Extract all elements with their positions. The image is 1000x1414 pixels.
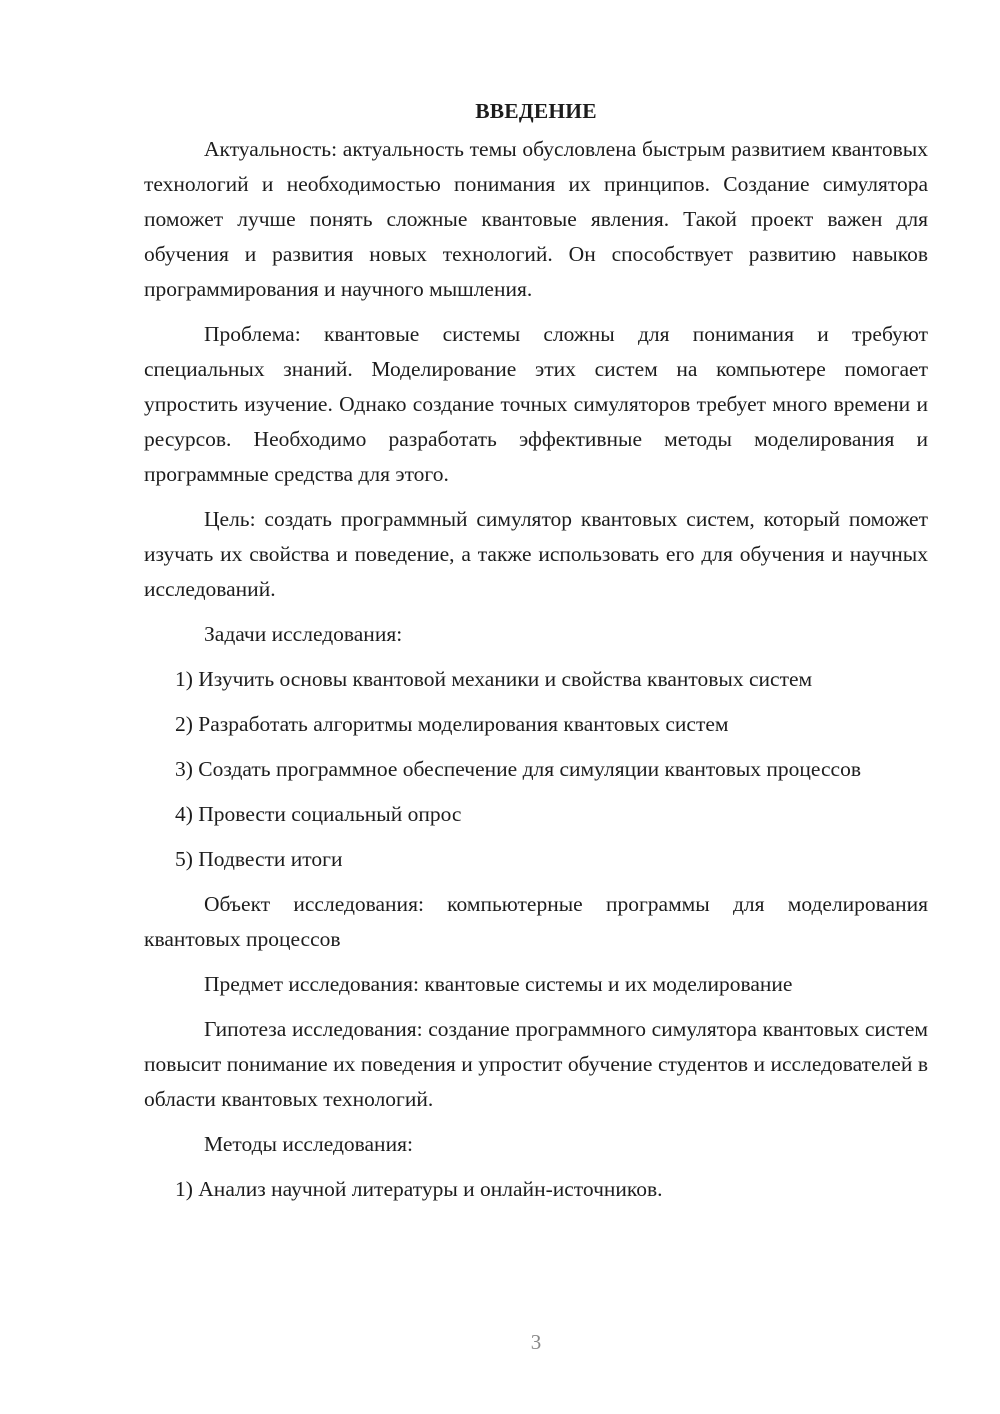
method-item-1: 1) Анализ научной литературы и онлайн-источников. <box>175 1177 663 1201</box>
task-item-2: 2) Разработать алгоритмы моделирования квантовых систем <box>175 712 729 736</box>
methods-heading: Методы исследования: <box>204 1132 413 1156</box>
page-content <box>144 96 928 1217</box>
object-paragraph: Объект исследования: компьютерные программы для моделирования квантовых процессов <box>144 892 928 951</box>
task-item-5: 5) Подвести итоги <box>175 847 343 871</box>
subject-paragraph: Предмет исследования: квантовые системы и их моделирование <box>204 972 793 996</box>
task-item-4: 4) Провести социальный опрос <box>175 802 462 826</box>
relevance-paragraph: Актуальность: актуальность темы обусловлена быстрым развитием квантовых технологий и необходимостью понимания их принципов. Создание симулятора поможет лучше понять сложные квантовые явления. Такой проект важен для обучения и развития новых технологий. Он способствует развитию навыков программирования и научного мышления. <box>144 137 928 301</box>
tasks-heading: Задачи исследования: <box>204 622 403 646</box>
hypothesis-paragraph: Гипотеза исследования: создание программного симулятора квантовых систем повысит понимание их поведения и упростит обучение студентов и исследователей в области квантовых технологий. <box>144 1017 928 1111</box>
section-title: ВВЕДЕНИЕ <box>475 99 597 123</box>
problem-paragraph: Проблема: квантовые системы сложны для понимания и требуют специальных знаний. Моделирование этих систем на компьютере помогает упростить изучение. Однако создание точных симуляторов требует много времени и ресурсов. Необходимо разработать эффективные методы моделирования и программные средства для этого. <box>144 322 928 486</box>
task-item-3: 3) Создать программное обеспечение для симуляции квантовых процессов <box>175 757 861 781</box>
task-item-1: 1) Изучить основы квантовой механики и свойства квантовых систем <box>175 667 813 691</box>
page-number: 3 <box>530 1330 542 1354</box>
goal-paragraph: Цель: создать программный симулятор квантовых систем, который поможет изучать их свойства и поведение, а также использовать его для обучения и научных исследований. <box>144 507 928 601</box>
